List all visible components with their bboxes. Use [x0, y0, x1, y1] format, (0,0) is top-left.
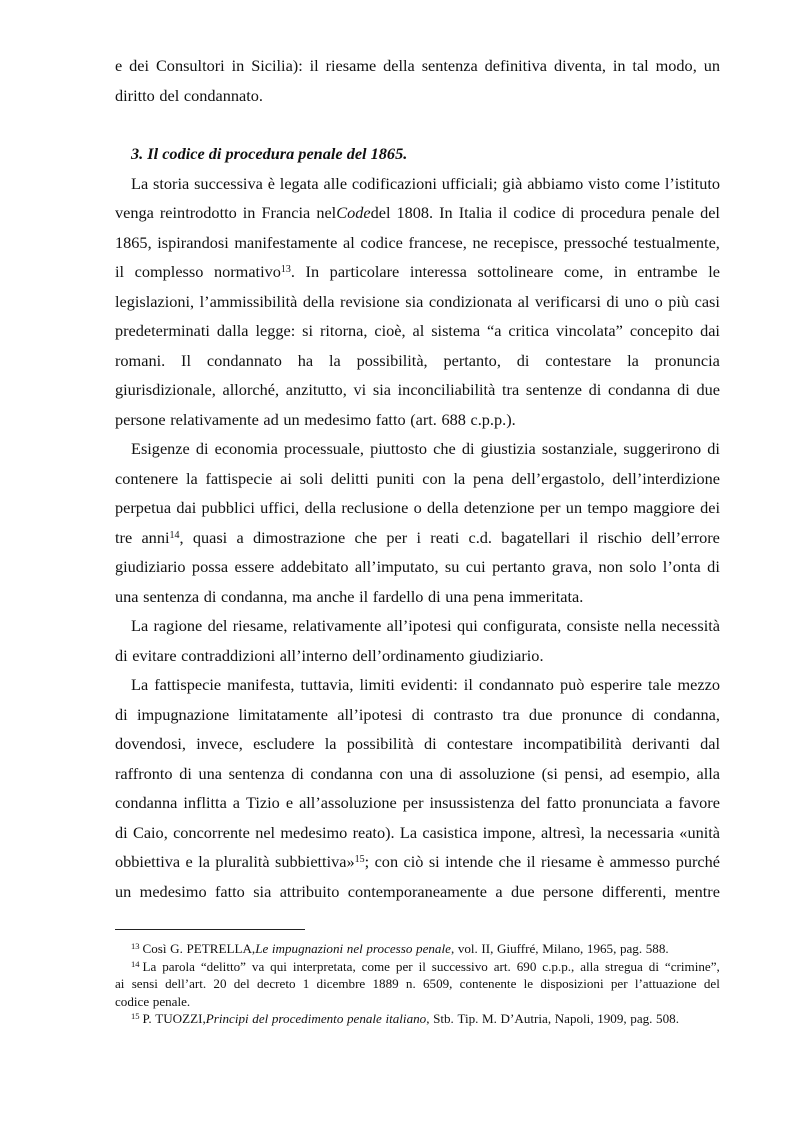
text-line: condanna inflitta a Tizio e all’assoluzione per insussistenza del fatto pronunciata a favore	[115, 793, 720, 812]
footnotes	[115, 940, 720, 1028]
italic-code-title: Code	[336, 203, 371, 222]
italic-book-title: italiano	[385, 1011, 427, 1026]
italic-book-title: del	[252, 1011, 269, 1026]
footnote-number: 15	[131, 1011, 140, 1021]
footnote: $^{14}$ La parola “delitto” va qui interpretata, come per il successivo art. 690 c.p.p., alla stregua di “crimine”,	[131, 958, 720, 974]
text-line: persone relativamente ad un medesimo fatto (art. 688 c.p.p.).	[115, 409, 516, 429]
text-line: romani. Il condannato ha la possibilità, pertanto, di contestare la pronuncia	[115, 350, 720, 370]
text-line: legislazioni, l’ammissibilità della revisione sia condizionata al verificarsi di uno o più casi	[115, 291, 720, 311]
footnote: $^{13}$ Così G. PETRELLA,Le impugnazioni nel processo penale, vol. II, Giuffré, Milano, 1965, pag. 588.	[131, 941, 669, 956]
text-line: diritto del condannato.	[115, 85, 263, 105]
text-line: perpetua dai pubblici uffici, della reclusione o della detenzione per un tempo maggiore dei	[115, 498, 720, 517]
italic-book-title: processo	[366, 941, 413, 956]
italic-book-title: impugnazioni	[271, 941, 344, 956]
italic-book-title: penale	[416, 941, 451, 956]
text-line: La ragione del riesame, relativamente all’ipotesi qui configurata, consiste nella necessità	[131, 616, 720, 635]
text-line: e dei Consultori in Sicilia): il riesame della sentenza definitiva diventa, in tal modo, un	[115, 56, 720, 75]
text-line: un medesimo fatto sia attribuito contemporaneamente a due persone differenti, mentre	[115, 881, 720, 901]
italic-book-title: penale	[346, 1011, 382, 1026]
italic-book-title: procedimento	[271, 1011, 344, 1026]
text-line: dovendosi, invece, escludere la possibilità di contestare incompatibilità derivanti dal	[115, 734, 720, 753]
paragraph	[115, 434, 720, 611]
text-line: venga reintrodotto in Francia nelCodedel 1808. In Italia il codice di procedura penale del	[115, 203, 720, 222]
text-line: raffronto di una sentenza di condanna con una di assoluzione (si pensi, ad esempio, alla	[115, 763, 720, 783]
footnote-number: 13	[131, 941, 140, 951]
text-line: tre anni$^{14}$, quasi a dimostrazione che per i reati c.d. bagatellari il rischio dell’errore	[115, 527, 720, 547]
text-line: giurisdizionale, allorché, anzitutto, vi sia inconciliabilità tra sentenze di condanna di due	[115, 380, 720, 399]
text-line: contenere la fattispecie ai soli delitti puniti con la pena dell’ergastolo, dell’interdizione	[115, 468, 720, 488]
text-line: obbiettiva e la pluralità subbiettiva»$^{15}$; con ciò si intende che il riesame è ammesso purché	[115, 852, 720, 871]
footnote: $^{15}$ P. TUOZZI,Principi del procedimento penale italiano, Stb. Tip. M. D’Autria, Napoli, 1909, pag. 508.	[131, 1011, 679, 1026]
footnote-number: 14	[131, 958, 140, 969]
text-line: una sentenza di condanna, ma anche il fardello di una pena immeritata.	[115, 586, 584, 606]
footnote-separator	[115, 929, 305, 930]
text-line: di Caio, concorrente nel medesimo reato). La casistica impone, altresì, la necessaria «unità	[115, 822, 720, 842]
text-line: La storia successiva è legata alle codificazioni ufficiali; già abbiamo visto come l’istituto	[131, 173, 720, 193]
text-line: Esigenze di economia processuale, piuttosto che di giustizia sostanziale, suggerirono di	[131, 439, 720, 458]
body-text	[115, 51, 720, 906]
text-line: di impugnazione limitatamente all’ipotesi di contrasto tra due pronunce di condanna,	[115, 704, 720, 724]
text-line: di evitare contraddizioni all’interno dell’ordinamento giudiziario.	[115, 645, 544, 665]
italic-book-title: nel	[346, 941, 363, 956]
footnote-ref: 15	[354, 854, 365, 865]
text-line: giudiziario possa essere addebitato all’imputato, su cui pertanto grava, non solo l’onta di	[115, 557, 720, 576]
footnote-ref: 14	[169, 529, 180, 541]
paragraph	[115, 670, 720, 906]
paragraph	[115, 169, 720, 435]
section-heading: 3. Il codice di procedura penale del 1865.	[131, 144, 408, 163]
footnote-line: ai sensi dell’art. 20 del decreto 1 dicembre 1889 n. 6509, contenente le disposizioni per l’attuazione del	[115, 976, 720, 991]
text-line: predeterminati dalla legge: si ritorna, cioè, al sistema “a critica vincolata” concepito dai	[115, 321, 720, 340]
italic-book-title: Principi	[205, 1011, 249, 1026]
text-line: 1865, ispirandosi manifestamente al codice francese, ne recepisce, pressoché testualmente,	[115, 232, 720, 252]
text-line: La fattispecie manifesta, tuttavia, limiti evidenti: il condannato può esperire tale mezzo	[131, 675, 720, 694]
footnote-ref: 13	[280, 264, 291, 275]
footnote-line: codice penale.	[115, 993, 191, 1009]
italic-book-title: Le	[255, 941, 269, 956]
text-line: il complesso normativo$^{13}$. In particolare interessa sottolineare come, in entrambe le	[115, 262, 720, 281]
paragraph	[115, 611, 720, 670]
